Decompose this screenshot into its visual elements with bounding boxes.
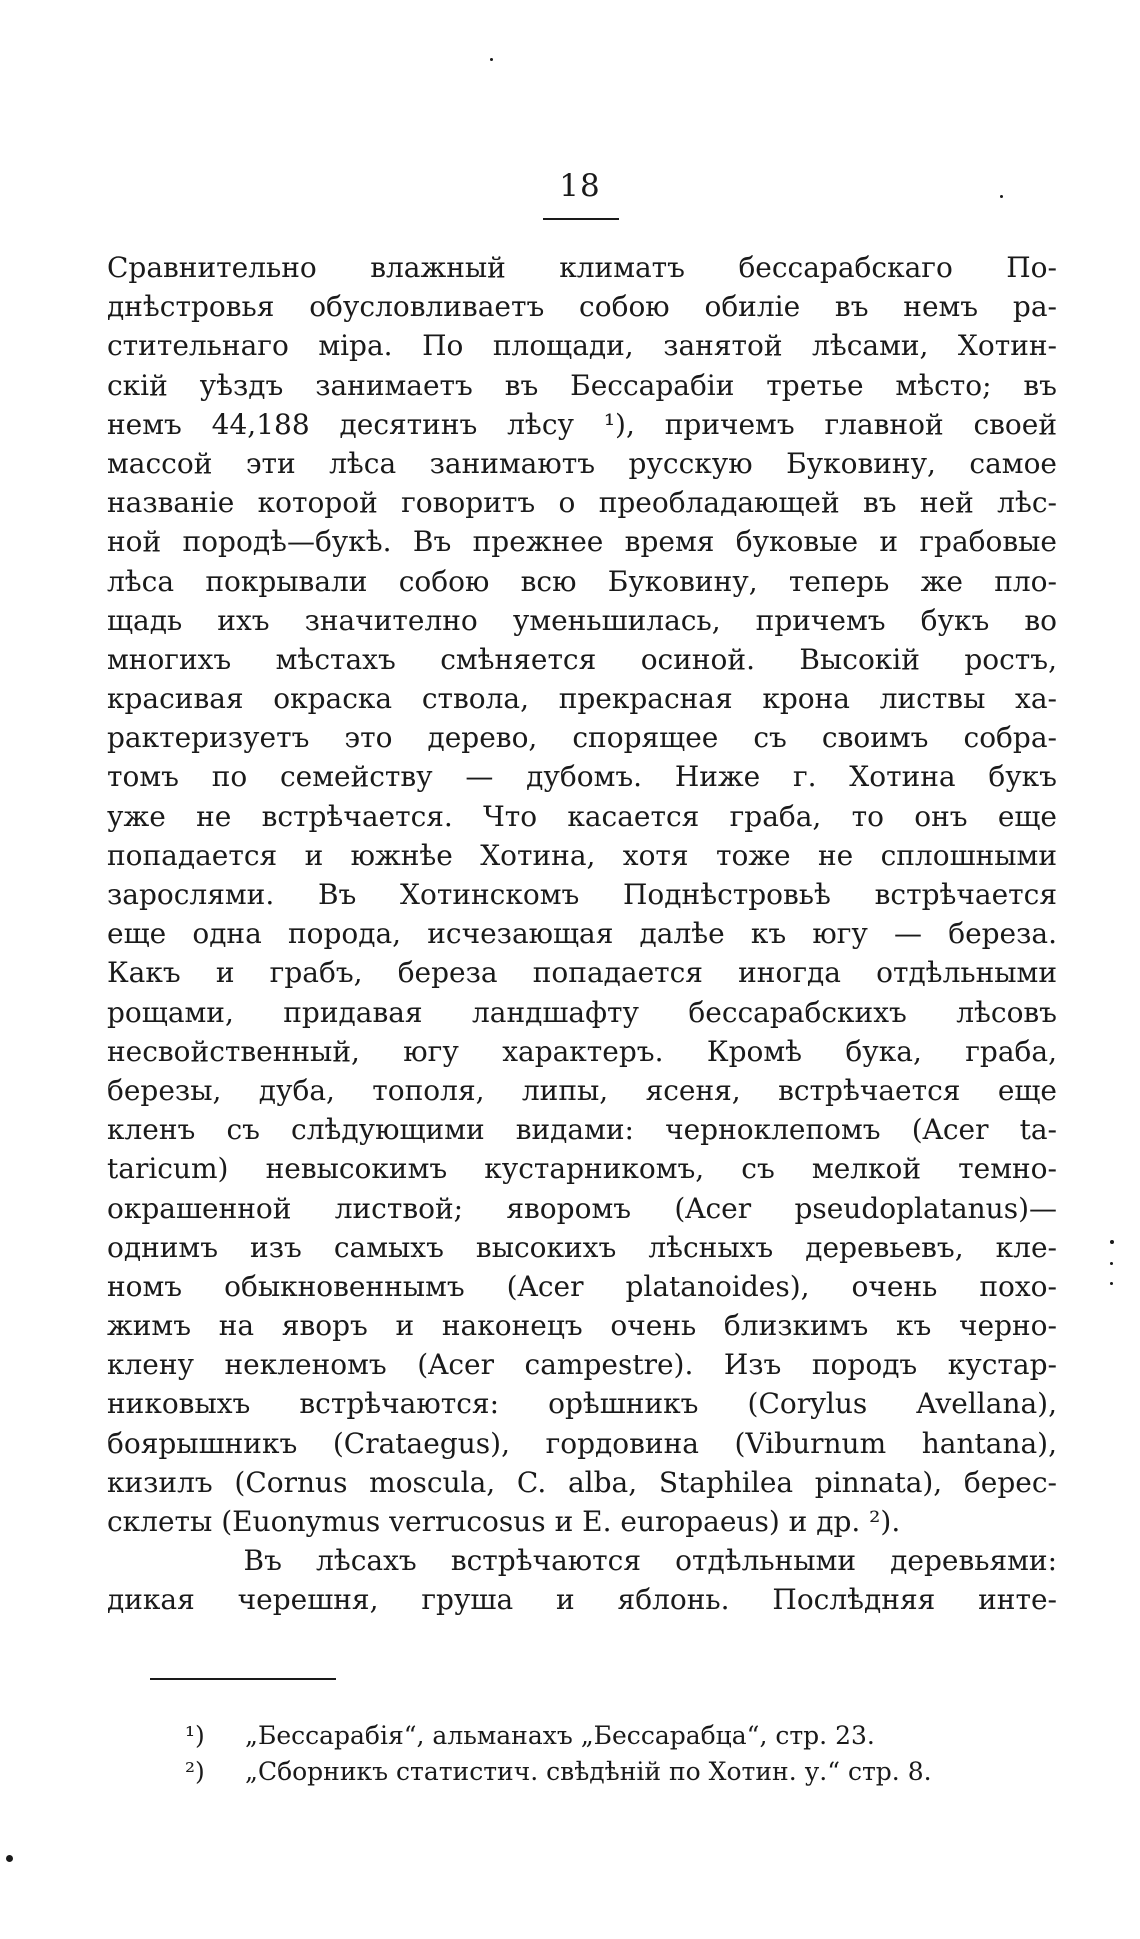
footnote-marker: ¹) bbox=[185, 1721, 205, 1750]
ink-speck bbox=[1000, 195, 1003, 198]
text-line: попадается и южнѣе Хотина, хотя тоже не сплошными bbox=[107, 838, 1057, 872]
ink-speck bbox=[1110, 1282, 1113, 1285]
footnote-marker: ²) bbox=[185, 1757, 205, 1786]
text-line: боярышникъ (Crataegus), гордовина (Viburnum hantana), bbox=[107, 1426, 1057, 1460]
footnote-separator bbox=[150, 1678, 336, 1680]
text-line: томъ по семейству — дубомъ. Ниже г. Хотина букъ bbox=[107, 760, 1057, 794]
text-line: рощами, придавая ландшафту бессарабскихъ лѣсовъ bbox=[107, 995, 1057, 1029]
text-line: массой эти лѣса занимаютъ русскую Буковину, самое bbox=[107, 446, 1057, 480]
text-line: уже не встрѣчается. Что касается граба, то онъ еще bbox=[107, 799, 1057, 833]
text-line: красивая окраска ствола, прекрасная крона листвы ха- bbox=[107, 682, 1057, 716]
text-line: немъ 44,188 десятинъ лѣсу ¹), причемъ главной своей bbox=[107, 407, 1057, 441]
footnote-text: „Бессарабія“, альманахъ „Бессарабца“, стр. 23. bbox=[245, 1721, 875, 1750]
text-line: щадь ихъ значително уменьшилась, причемъ букъ во bbox=[107, 603, 1057, 637]
text-line: днѣстровья обусловливаетъ собою обиліе въ немъ ра- bbox=[107, 290, 1057, 324]
ink-speck bbox=[6, 1855, 13, 1862]
text-line: скій уѣздъ занимаетъ въ Бессарабіи третье мѣсто; въ bbox=[107, 368, 1057, 402]
footnote-2 bbox=[185, 1754, 1055, 1790]
text-line: однимъ изъ самыхъ высокихъ лѣсныхъ деревьевъ, кле- bbox=[107, 1230, 1057, 1264]
footnotes bbox=[185, 1718, 1055, 1790]
text-line: кизилъ (Cornus moscula, C. alba, Staphilea pinnata), берес- bbox=[107, 1465, 1057, 1499]
ink-speck bbox=[1110, 1240, 1114, 1244]
text-line: рактеризуетъ это дерево, спорящее съ своимъ собра- bbox=[107, 721, 1057, 755]
text-line: ной породѣ—букѣ. Въ прежнее время буковые и грабовые bbox=[107, 525, 1057, 559]
text-line: стительнаго міра. По площади, занятой лѣсами, Хотин- bbox=[107, 329, 1057, 363]
text-line: Какъ и грабъ, береза попадается иногда отдѣльными bbox=[107, 956, 1057, 990]
text-line: номъ обыкновеннымъ (Acer platanoides), очень похо- bbox=[107, 1269, 1057, 1303]
text-line: никовыхъ встрѣчаются: орѣшникъ (Corylus Avellana), bbox=[107, 1387, 1057, 1421]
text-line: березы, дуба, тополя, липы, ясеня, встрѣчается еще bbox=[107, 1073, 1057, 1107]
page-number-underline bbox=[543, 218, 619, 220]
page-number: 18 bbox=[559, 168, 601, 204]
text-line: многихъ мѣстахъ смѣняется осиной. Высокій ростъ, bbox=[107, 642, 1057, 676]
text-line: еще одна порода, исчезающая далѣе къ югу — береза. bbox=[107, 917, 1057, 951]
paragraph-end-line: склеты (Euonymus verrucosus и E. europaeus) и др. ²). bbox=[107, 1505, 901, 1538]
ink-speck bbox=[1110, 1262, 1113, 1265]
text-line: несвойственный, югу характеръ. Кромѣ бука, граба, bbox=[107, 1034, 1057, 1068]
text-line: названіе которой говоритъ о преобладающей въ ней лѣс- bbox=[107, 486, 1057, 520]
footnote-1 bbox=[185, 1718, 1055, 1754]
text-line: лѣса покрывали собою всю Буковину, теперь же пло- bbox=[107, 564, 1057, 598]
text-line: Сравнительно влажный климатъ бессарабскаго По- bbox=[107, 251, 1057, 284]
text-line: клену неклeномъ (Acer campestre). Изъ породъ кустар- bbox=[107, 1348, 1057, 1382]
paragraph-start-line: Въ лѣсахъ встрѣчаются отдѣльными деревьями: bbox=[107, 1544, 1057, 1578]
ink-speck bbox=[490, 58, 493, 61]
footnote-text: „Сборникъ статистич. свѣдѣній по Хотин. у.“ стр. 8. bbox=[245, 1757, 932, 1786]
text-line: taricum) невысокимъ кустарникомъ, съ мелкой темно- bbox=[107, 1152, 1057, 1186]
text-line: окрашенной листвой; яворомъ (Acer pseudoplatanus)— bbox=[107, 1191, 1057, 1225]
body-text bbox=[107, 248, 1057, 1620]
text-line: кленъ съ слѣдующими видами: черноклепомъ (Acer ta- bbox=[107, 1113, 1057, 1147]
text-line: жимъ на яворъ и наконецъ очень близкимъ къ черно- bbox=[107, 1309, 1057, 1343]
text-line: дикая черешня, груша и яблонь. Послѣдняя инте- bbox=[107, 1583, 1057, 1617]
text-line: зарослями. Въ Хотинскомъ Поднѣстровьѣ встрѣчается bbox=[107, 878, 1057, 911]
